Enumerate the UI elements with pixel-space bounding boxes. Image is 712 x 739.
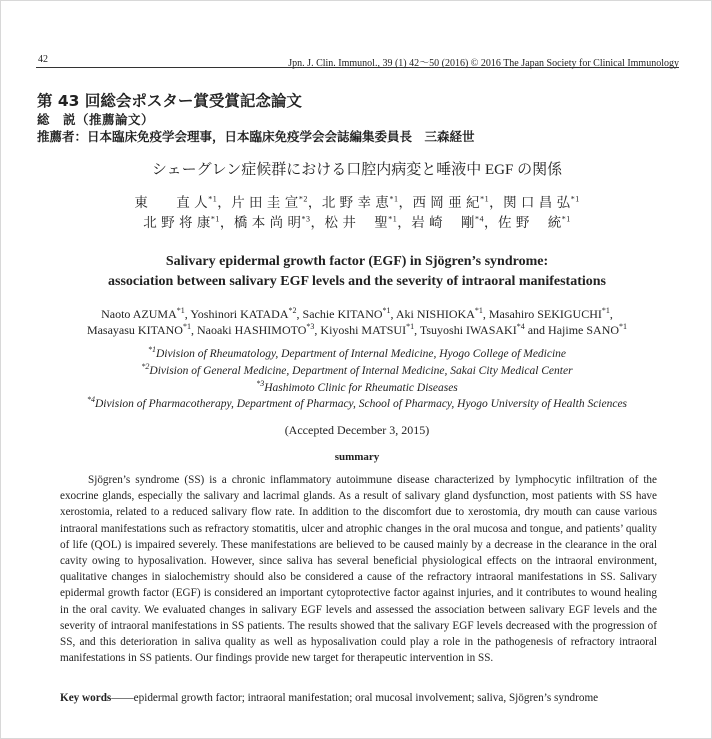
author-affiliation-marker: *1 — [210, 214, 220, 224]
author-affiliation-marker: *1 — [570, 194, 580, 204]
author-name: 佐 野 統 — [498, 215, 562, 230]
author-name: Aki NISHIOKA — [395, 307, 475, 321]
author-name: 北 野 幸 恵 — [321, 195, 390, 210]
affiliation-text: Division of Pharmacotherapy, Department of Pharmacy, School of Pharmacy, Hyogo University of Health Sciences — [94, 398, 628, 410]
author-name: 東 直 人 — [134, 195, 209, 210]
keywords-dash: ―― — [111, 692, 134, 704]
author-affiliation-marker: *1 — [480, 194, 490, 204]
author-name: 松 井 聖 — [324, 215, 389, 230]
author-affiliation-marker: *1 — [182, 322, 191, 331]
author-affiliation-marker: *1 — [176, 306, 185, 315]
author-affiliation-marker: *1 — [382, 306, 391, 315]
author-name: Sachie KITANO — [302, 307, 383, 321]
author-name: Masahiro SEKIGUCHI — [488, 307, 602, 321]
author-affiliation-marker: *1 — [561, 214, 571, 224]
author-name: Kiyoshi MATSUI — [320, 323, 407, 337]
affiliation-text: Division of Rheumatology, Department of Internal Medicine, Hyogo College of Medicine — [155, 348, 567, 360]
author-affiliation-marker: *1 — [208, 194, 218, 204]
author-affiliation-marker: *3 — [301, 214, 311, 224]
affiliation-marker: *2 — [141, 362, 150, 372]
affiliation-marker: *1 — [147, 345, 156, 355]
author-name: 西 岡 亜 紀 — [412, 195, 481, 210]
affiliation-1 — [1, 345, 712, 360]
author-affiliation-marker: *4 — [475, 214, 484, 224]
author-name: Naoaki HASHIMOTO — [196, 323, 307, 337]
author-name: Naoto AZUMA — [101, 307, 177, 321]
journal-info: Jpn. J. Clin. Immunol., 39 (1) 42～50 (2016) © 2016 The Japan Society for Clinical Immunology — [288, 58, 679, 69]
author-affiliation-marker: *3 — [306, 322, 315, 331]
author-name: Tsuyoshi IWASAKI — [419, 323, 517, 337]
affiliation-4 — [1, 395, 712, 410]
author-affiliation-marker: *1 — [406, 322, 415, 331]
article-category: 総 説（推薦論文） — [37, 112, 155, 127]
author-name: Masayasu KITANO — [86, 323, 183, 337]
japanese-authors-line-1: 東 直 人$^{*1}$，片 田 圭 宣$^{*2}$，北 野 幸 恵$^{*1}$，西 岡 亜 紀$^{*1}$，関 口 昌 弘$^{*1}$ — [134, 194, 580, 210]
author-name: 北 野 将 康 — [143, 215, 211, 230]
header-rule — [36, 67, 679, 68]
affiliation-marker: *3 — [256, 379, 265, 389]
english-title-line-1: Salivary epidermal growth factor (EGF) in Sjögren’s syndrome: — [165, 254, 549, 269]
author-affiliation-marker: *1 — [619, 322, 628, 331]
author-affiliation-marker: *1 — [474, 306, 483, 315]
accepted-date: (Accepted December 3, 2015) — [284, 423, 430, 437]
recommender-line: 推薦者：日本臨床免疫学会理事，日本臨床免疫学会会誌編集委員長 三森経世 — [37, 129, 475, 144]
abstract-body: Sjögren’s syndrome (SS) is a chronic inflammatory autoimmune disease characterized by lymphocytic infiltration of the exocrine glands, especially the salivary and lacrimal glands. As a result of salivary gland dysfunction, most patients with SS have xerostomia, related to a reduced salivary flow rate. In addition to the discomfort due to xerostomia, dry mouth can cause various intraoral manifestations such as refractory stomatitis, ulcer and atrophic changes in the oral mucosa and tongue, and patients’ quality of life (QOL) is impaired severely. These manifestations are believed to be caused mainly by a decrease in the clearance in the oral cavity owing to hyposalivation. However, since saliva has several beneficial physiological effects on the intraoral environment, qualitative changes in sialochemistry should also be considered a cause of the refractory intraoral manifestations in SS. Salivary epidermal growth factor (EGF) is considered an important cytoprotective factor against injuries, and it contributes to wound healing in the oral cavity. We evaluated changes in salivary EGF levels and assessed the association between salivary EGF levels and the severity of intraoral manifestations in SS patients. The results showed that the salivary EGF levels decreased with the progression of SS, and this deterioration in saliva quality as well as hyposalivation could play a role in the pathogenesis of refractory intraoral manifestations in SS patients. Our findings provide new target for therapeutic intervention in SS. — [60, 474, 657, 665]
author-name: Hajime SANO — [548, 323, 620, 337]
keywords-text: epidermal growth factor; intraoral manifestation; oral mucosal involvement; saliva, Sjögren’s syndrome — [133, 692, 599, 704]
affiliation-marker: *4 — [86, 395, 95, 405]
author-affiliation-marker: *1 — [388, 214, 398, 224]
keywords-line — [60, 692, 657, 704]
english-authors-line-1: Naoto AZUMA$^{*1}$, Yoshinori KATADA$^{*2}$, Sachie KITANO$^{*1}$, Aki NISHIOKA$^{*1}$, Masahiro SEKIGUCHI$^{*1}$, — [101, 306, 613, 321]
english-title-line-2: association between salivary EGF levels and the severity of intraoral manifestations — [108, 274, 606, 289]
author-affiliation-marker: *2 — [298, 194, 308, 204]
author-name: Yoshinori KATADA — [190, 307, 289, 321]
author-name: 関 口 昌 弘 — [503, 195, 571, 210]
author-affiliation-marker: *2 — [288, 306, 297, 315]
english-authors-line-2: Masayasu KITANO$^{*1}$, Naoaki HASHIMOTO$^{*3}$, Kiyoshi MATSUI$^{*1}$, Tsuyoshi IWASAKI$^{*4}$ and Hajime SANO$^{*1}$ — [86, 322, 628, 337]
affiliation-3 — [1, 379, 712, 394]
author-name: 片 田 圭 宣 — [231, 195, 299, 210]
japanese-authors-line-2: 北 野 将 康$^{*1}$，橋 本 尚 明$^{*3}$，松 井 聖$^{*1}$，岩 崎 剛$^{*4}$，佐 野 統$^{*1}$ — [143, 214, 571, 230]
summary-heading: summary — [334, 451, 380, 463]
author-affiliation-marker: *4 — [516, 322, 525, 331]
keywords-label: Key words — [60, 692, 112, 704]
author-name: 橋 本 尚 明 — [233, 215, 302, 230]
author-name: 岩 崎 剛 — [411, 215, 475, 230]
affiliation-text: Hashimoto Clinic for Rheumatic Diseases — [264, 382, 458, 394]
series-title: 第 43 回総会ポスター賞受賞記念論文 — [37, 92, 302, 110]
author-affiliation-marker: *1 — [601, 306, 610, 315]
affiliation-text: Division of General Medicine, Department of Internal Medicine, Sakai City Medical Center — [149, 365, 573, 377]
author-affiliation-marker: *1 — [389, 194, 399, 204]
affiliation-2 — [1, 362, 712, 377]
page-number: 42 — [38, 54, 48, 65]
japanese-title: シェーグレン症候群における口腔内病変と唾液中 EGF の関係 — [151, 162, 563, 178]
